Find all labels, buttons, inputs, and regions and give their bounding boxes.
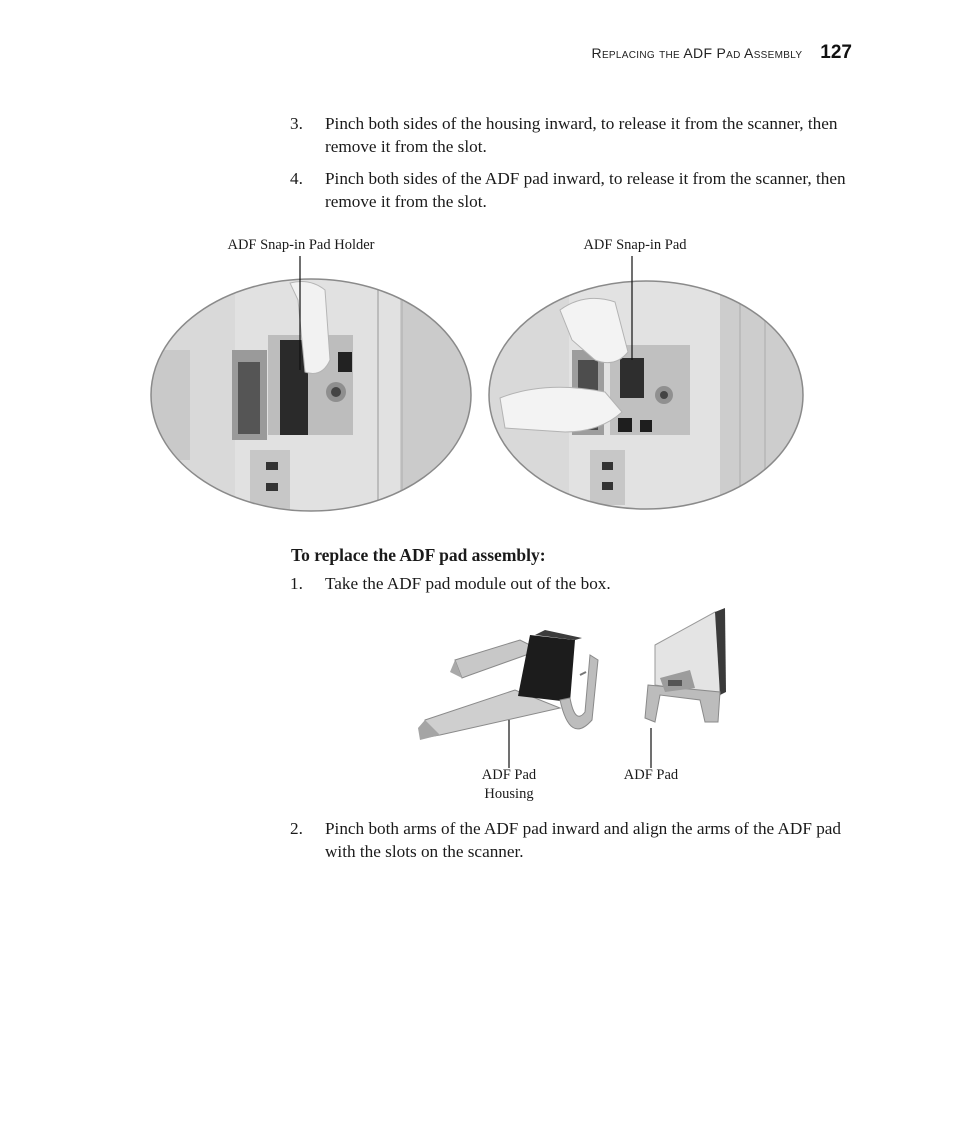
adf-pad-housing-illustration: [418, 630, 598, 740]
adf-pad-illustration: [645, 608, 726, 722]
running-head-title: Replacing the ADF Pad Assembly: [591, 45, 803, 61]
step-1: [290, 572, 860, 595]
step-2-number: 2.: [290, 819, 303, 838]
label-snap-in-pad: ADF Snap-in Pad: [583, 237, 687, 253]
label-housing-line1: ADF Pad: [481, 767, 537, 783]
label-adf-pad-housing: [466, 766, 552, 804]
step-1-text: Take the ADF pad module out of the box.: [325, 574, 611, 593]
step-2-text: Pinch both arms of the ADF pad inward and align the arms of the ADF pad with the slots on the scanner.: [325, 819, 842, 861]
closeup-holder-removal: [150, 256, 480, 515]
page-number: 127: [820, 42, 852, 63]
step-2: [290, 817, 860, 863]
step-4-number: 4.: [290, 169, 303, 188]
step-4-text: Pinch both sides of the ADF pad inward, to release it from the scanner, then remove it from the slot.: [325, 169, 846, 211]
closeup-pad-removal: [489, 256, 805, 510]
label-snap-in-pad-holder: ADF Snap-in Pad Holder: [227, 237, 375, 253]
label-housing-line2: Housing: [484, 786, 534, 802]
step-1-number: 1.: [290, 574, 303, 593]
figure-pad-removal: [0, 0, 954, 530]
step-3-number: 3.: [290, 114, 303, 133]
section-heading: To replace the ADF pad assembly:: [291, 545, 546, 565]
label-adf-pad: ADF Pad: [623, 767, 679, 783]
figure-pad-module: [0, 600, 954, 770]
step-3-text: Pinch both sides of the housing inward, to release it from the scanner, then remove it from the slot.: [325, 114, 838, 156]
